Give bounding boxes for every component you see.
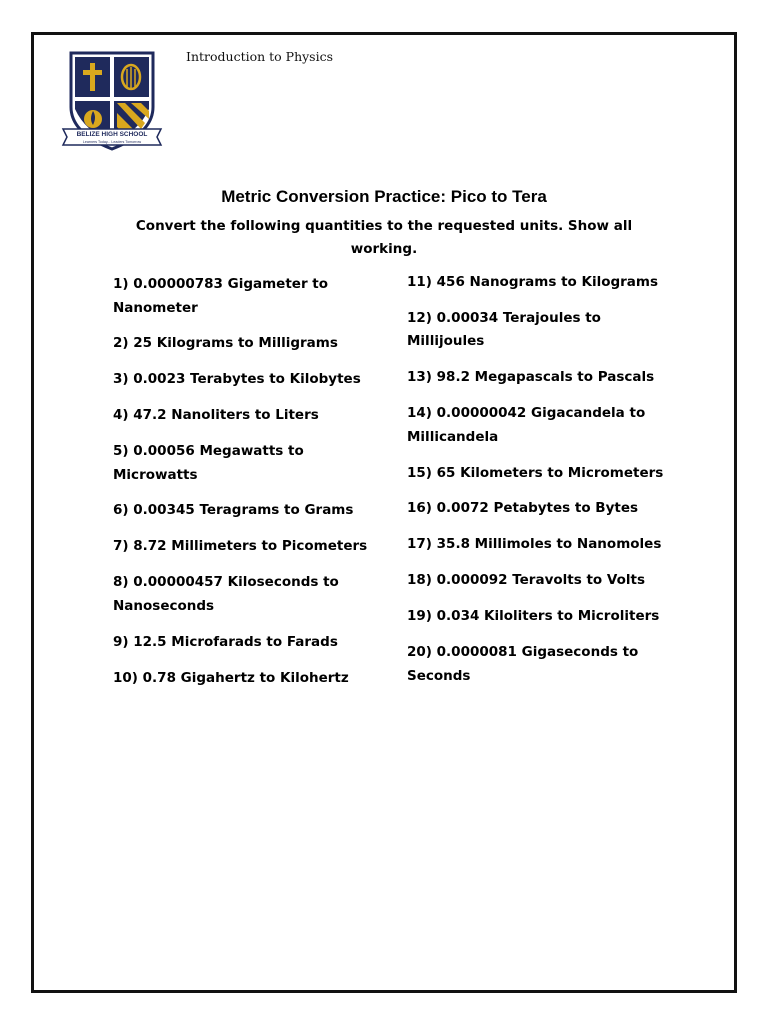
question-item: 12) 0.00034 Terajoules to Millijoules [407, 309, 601, 350]
question-item: 2) 25 Kilograms to Milligrams [113, 335, 338, 352]
worksheet-instructions: Convert the following quantities to the requested units. Show all working. [135, 218, 633, 257]
question-item: 20) 0.0000081 Gigaseconds to Seconds [407, 644, 639, 684]
logo-motto: Learners Today... Leaders Tomorrow [82, 140, 142, 144]
question-item: 8) 0.00000457 Kiloseconds to Nanoseconds [113, 574, 339, 614]
worksheet-title: Metric Conversion Practice: Pico to Tera [221, 187, 547, 206]
page-frame [31, 32, 737, 993]
question-item: 16) 0.0072 Petabytes to Bytes [407, 500, 639, 517]
question-item: 1) 0.00000783 Gigameter to Nanometer [113, 276, 329, 316]
question-item: 13) 98.2 Megapascals to Pascals [407, 369, 655, 386]
question-item: 15) 65 Kilometers to Micrometers [407, 464, 664, 481]
question-item: 5) 0.00056 Megawatts to Microwatts [113, 443, 304, 483]
question-item: 9) 12.5 Microfarads to Farads [113, 633, 338, 650]
question-item: 11) 456 Nanograms to Kilograms [407, 274, 659, 290]
logo-school-name: BELIZE HIGH SCHOOL [76, 131, 148, 138]
question-item: 10) 0.78 Gigahertz to Kilohertz [113, 669, 349, 686]
question-item: 17) 35.8 Millimoles to Nanomoles [407, 536, 662, 553]
question-item: 19) 0.034 Kiloliters to Microliters [407, 608, 660, 625]
course-name: Introduction to Physics [186, 49, 334, 64]
question-item: 3) 0.0023 Terabytes to Kilobytes [113, 371, 361, 388]
questions-column-right [407, 271, 682, 700]
questions-column-left [113, 273, 373, 702]
school-crest-logo [61, 45, 163, 155]
question-item: 18) 0.000092 Teravolts to Volts [407, 572, 645, 589]
question-item: 14) 0.00000042 Gigacandela to Millicandela [407, 405, 646, 445]
question-item: 6) 0.00345 Teragrams to Grams [113, 502, 354, 519]
question-item: 4) 47.2 Nanoliters to Liters [113, 407, 319, 424]
question-item: 7) 8.72 Millimeters to Picometers [113, 538, 368, 555]
